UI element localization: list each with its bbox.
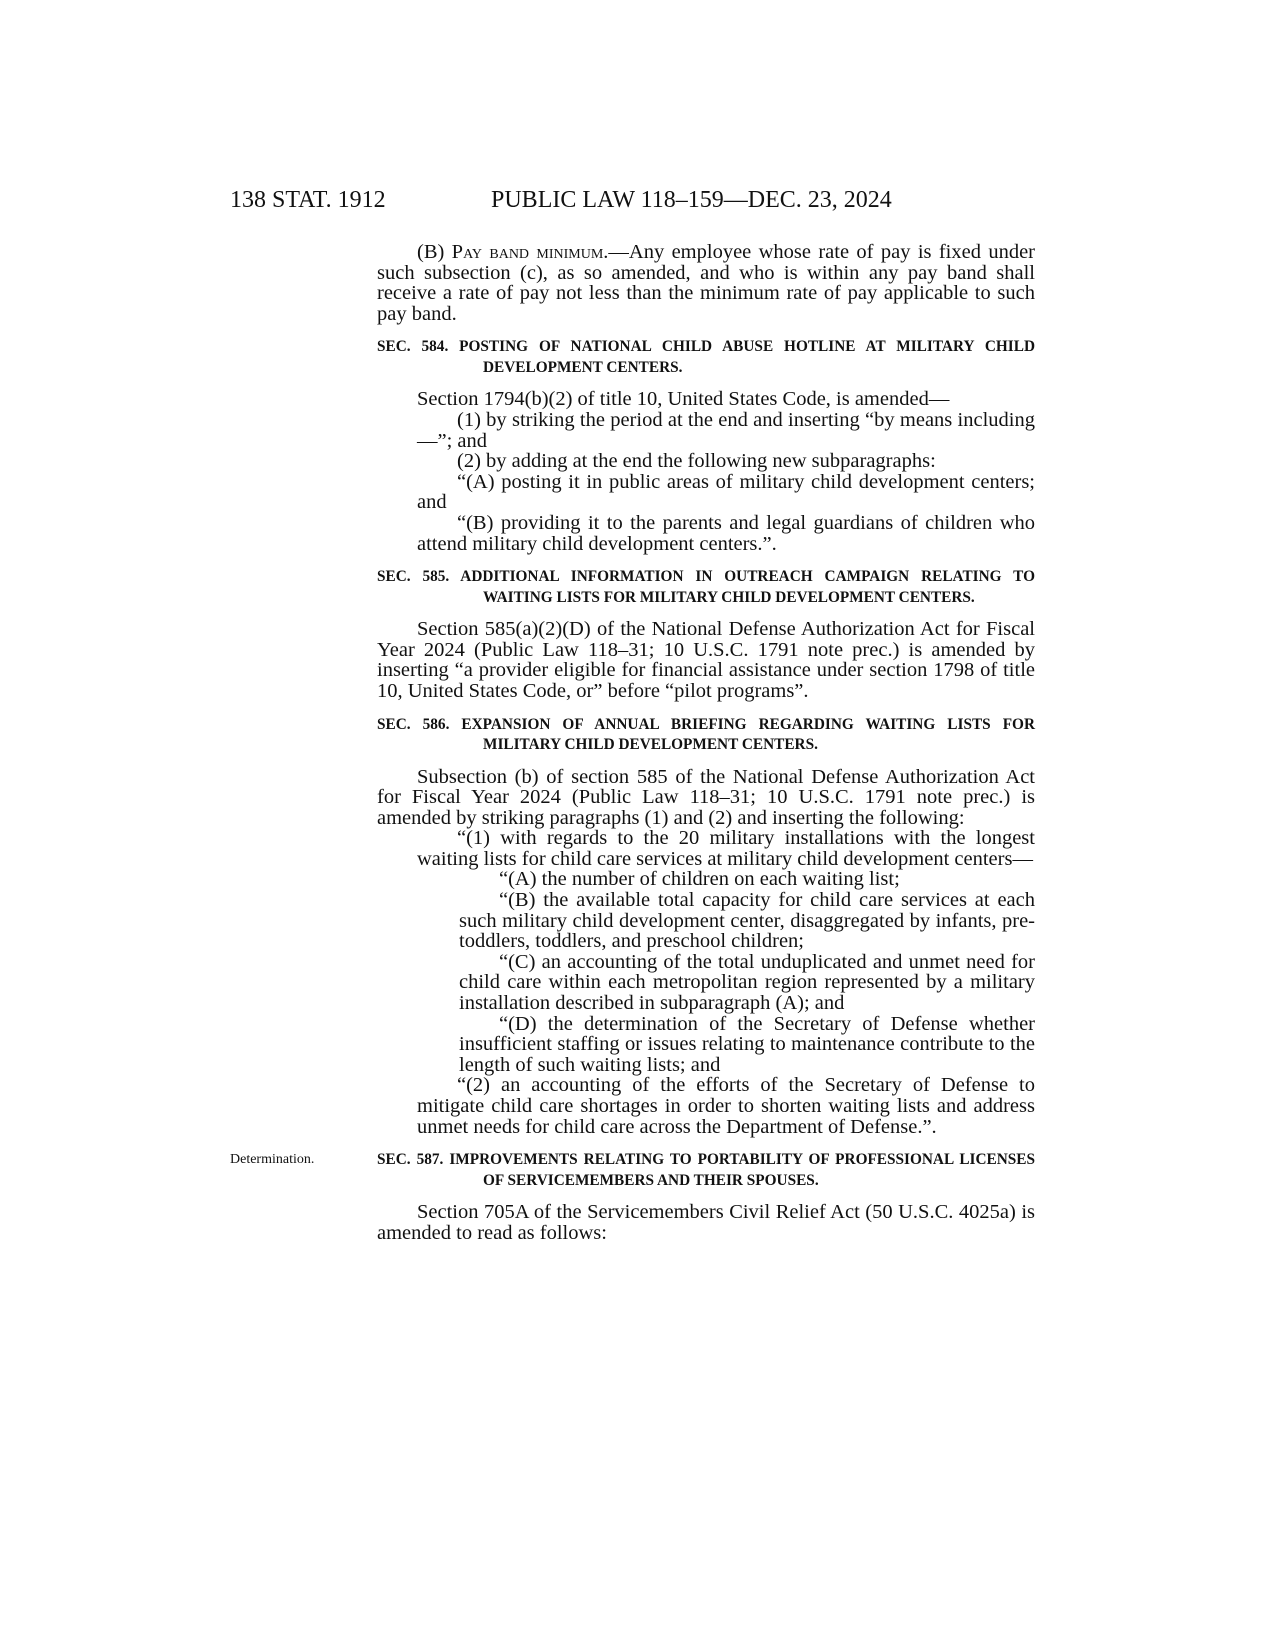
sec-586-subpara-d: “(D) the determination of the Secretary of Defense whether insufficient staffing or issues relating to maintenance contribute to the length of such waiting lists; and <box>459 1012 1035 1076</box>
sec-586-para-1: “(1) with regards to the 20 military installations with the longest waiting lists for child care services at military child development centers— <box>417 827 1035 870</box>
subparagraph-b-label: (B) Pay band minimum. <box>417 241 609 263</box>
sec-586-para-2: “(2) an accounting of the efforts of the Secretary of Defense to mitigate child care shortages in order to shorten waiting lists and address unmet needs for child care across the Department of Defense.”. <box>417 1074 1035 1138</box>
sec-584-intro: Section 1794(b)(2) of title 10, United States Code, is amended— <box>417 388 950 411</box>
sec-586-subpara-c: “(C) an accounting of the total unduplicated and unmet need for child care within each metropolitan region represented by a military installation described in subparagraph (A); and <box>459 950 1035 1015</box>
margin-note: Determination. <box>230 1152 315 1167</box>
sec-585-text: Section 585(a)(2)(D) of the National Defense Authorization Act for Fiscal Year 2024 (Public Law 118–31; 10 U.S.C. 1791 note prec.) is amended by inserting “a provider eligible for financial assistance under section 1798 of title 10, United States Code, or” before “pilot programs”. <box>377 618 1035 702</box>
sec-585-heading: SEC. 585. ADDITIONAL INFORMATION IN OUTREACH CAMPAIGN RELATING TO WAITING LISTS FOR MILITARY CHILD DEVELOPMENT CENTERS. <box>377 568 1035 606</box>
page-stat-number: 138 STAT. 1912 <box>230 187 386 213</box>
sec-587-text: Section 705A of the Servicemembers Civil Relief Act (50 U.S.C. 4025a) is amended to read as follows: <box>377 1201 1035 1244</box>
sec-584-heading: SEC. 584. POSTING OF NATIONAL CHILD ABUSE HOTLINE AT MILITARY CHILD DEVELOPMENT CENTERS. <box>377 338 1035 376</box>
sec-586-intro: Subsection (b) of section 585 of the National Defense Authorization Act for Fiscal Year 2024 (Public Law 118–31; 10 U.S.C. 1791 note prec.) is amended by striking paragraphs (1) and (2) and inserting the following: <box>377 765 1035 829</box>
document-body <box>377 242 1035 1243</box>
sec-584-para-1: (1) by striking the period at the end and inserting “by means including—”; and <box>417 408 1035 452</box>
running-header: PUBLIC LAW 118–159—DEC. 23, 2024 <box>491 187 892 213</box>
subparagraph-b-text: —Any employee whose rate of pay is fixed under such subsection (c), as so amended, and who is within any pay band shall receive a rate of pay not less than the minimum rate of pay applicable to such pay band. <box>377 241 1035 325</box>
subparagraph-b-pay-band <box>377 242 1035 324</box>
sec-586-subpara-a: “(A) the number of children on each waiting list; <box>499 868 900 891</box>
sec-584-subpara-b: “(B) providing it to the parents and legal guardians of children who attend military child development centers.”. <box>417 511 1035 555</box>
sec-586-heading: SEC. 586. EXPANSION OF ANNUAL BRIEFING REGARDING WAITING LISTS FOR MILITARY CHILD DEVELOPMENT CENTERS. <box>377 715 1035 753</box>
sec-586-subpara-b: “(B) the available total capacity for child care services at each such military child development center, disaggregated by infants, pre-toddlers, toddlers, and preschool children; <box>459 889 1035 953</box>
sec-584-subpara-a: “(A) posting it in public areas of military child development centers; and <box>417 470 1035 514</box>
sec-587-heading: SEC. 587. IMPROVEMENTS RELATING TO PORTABILITY OF PROFESSIONAL LICENSES OF SERVICEMEMBERS AND THEIR SPOUSES. <box>377 1151 1035 1189</box>
sec-584-para-2: (2) by adding at the end the following new subparagraphs: <box>457 450 936 473</box>
